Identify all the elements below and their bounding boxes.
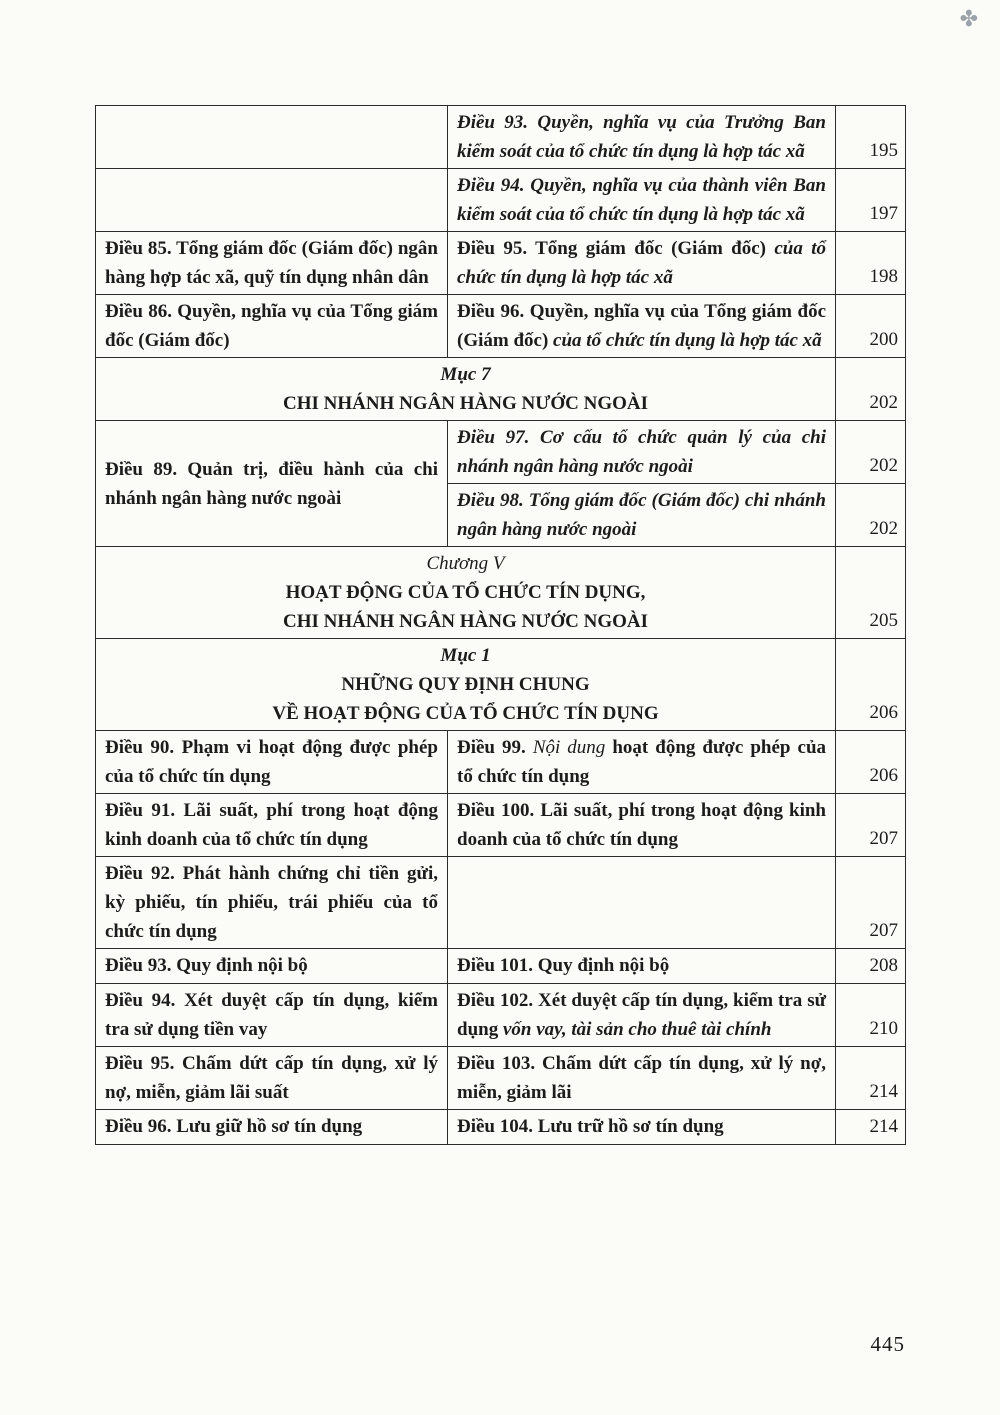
toc-text-segment: của tổ chức tín dụng là hợp tác xã	[457, 238, 827, 288]
toc-entry-cell	[448, 857, 836, 949]
toc-row	[96, 1047, 906, 1110]
toc-section-row	[96, 639, 906, 731]
toc-page-number: 206	[836, 731, 906, 794]
toc-entry-cell	[448, 295, 836, 358]
toc-text-segment: Điều 96. Quyền, nghĩa vụ của Tổng giám đốc (Giám đốc)	[457, 301, 826, 351]
toc-page-number: 214	[836, 1110, 906, 1145]
flower-ornament-icon: ✤	[959, 6, 978, 31]
toc-entry-cell	[96, 232, 448, 295]
toc-text-segment: Điều 100. Lãi suất, phí trong hoạt động kinh doanh của tổ chức tín dụng	[457, 800, 826, 850]
toc-page-number: 197	[836, 169, 906, 232]
toc-row	[96, 421, 906, 484]
toc-entry-cell	[448, 421, 836, 484]
toc-text-segment: Điều 101. Quy định nội bộ	[457, 955, 670, 976]
toc-section-cell	[96, 639, 836, 731]
toc-entry-cell	[448, 949, 836, 984]
toc-text-segment: Điều 98.	[457, 490, 529, 511]
toc-text-segment: Điều 94. Quyền, nghĩa vụ của thành viên Ban kiểm soát của tổ chức tín dụng là hợp tác xã	[457, 175, 826, 225]
toc-section-line: Chương V	[426, 553, 505, 574]
toc-page-number: 202	[836, 358, 906, 421]
toc-page-number: 206	[836, 639, 906, 731]
toc-section-line: HOẠT ĐỘNG CỦA TỔ CHỨC TÍN DỤNG,	[285, 582, 646, 603]
toc-page-number: 195	[836, 106, 906, 169]
toc-text-segment: Điều 94. Xét duyệt cấp tín dụng, kiểm tra sử dụng tiền vay	[105, 990, 438, 1040]
toc-row	[96, 731, 906, 794]
toc-entry-cell	[96, 421, 448, 547]
toc-text-segment: Điều 92. Phát hành chứng chỉ tiền gửi, kỳ phiếu, tín phiếu, trái phiếu của tổ chức tín dụng	[105, 863, 438, 942]
toc-row	[96, 949, 906, 984]
toc-entry-cell	[448, 731, 836, 794]
toc-entry-cell	[448, 1047, 836, 1110]
toc-page-number: 208	[836, 949, 906, 984]
toc-row	[96, 857, 906, 949]
toc-table	[95, 105, 906, 1145]
toc-page-number: 200	[836, 295, 906, 358]
toc-text-segment: Điều 95. Tổng giám đốc (Giám đốc)	[457, 238, 775, 259]
toc-page-number: 198	[836, 232, 906, 295]
toc-row	[96, 794, 906, 857]
toc-text-segment: Điều 99.	[457, 737, 533, 758]
toc-text-segment: Điều 104. Lưu trữ hồ sơ tín dụng	[457, 1116, 724, 1137]
toc-section-line: NHỮNG QUY ĐỊNH CHUNG	[341, 674, 590, 695]
toc-page-number: 202	[836, 421, 906, 484]
toc-text-segment: Điều 93. Quyền, nghĩa vụ của Trưởng Ban kiểm soát của tổ chức tín dụng là hợp tác xã	[457, 112, 826, 162]
toc-section-line: Mục 7	[440, 364, 491, 385]
toc-entry-cell	[96, 106, 448, 169]
toc-page-number: 202	[836, 484, 906, 547]
toc-text-segment: Nội dung	[532, 737, 613, 758]
toc-entry-cell	[96, 1110, 448, 1145]
toc-page-number: 205	[836, 547, 906, 639]
toc-entry-cell	[96, 1047, 448, 1110]
toc-row	[96, 295, 906, 358]
toc-row	[96, 106, 906, 169]
toc-text-segment: Điều 96. Lưu giữ hồ sơ tín dụng	[105, 1116, 363, 1137]
toc-section-line: CHI NHÁNH NGÂN HÀNG NƯỚC NGOÀI	[282, 393, 649, 414]
toc-text-segment: Điều 97.	[457, 427, 541, 448]
toc-page-number: 214	[836, 1047, 906, 1110]
toc-row	[96, 984, 906, 1047]
toc-text-segment: của tổ chức tín dụng là hợp tác xã	[553, 330, 822, 351]
toc-text-segment: Điều 86. Quyền, nghĩa vụ của Tổng giám đốc (Giám đốc)	[105, 301, 438, 351]
toc-entry-cell	[96, 731, 448, 794]
page-number: 445	[870, 1332, 905, 1356]
toc-entry-cell	[448, 984, 836, 1047]
toc-entry-cell	[96, 949, 448, 984]
toc-page-number: 207	[836, 857, 906, 949]
toc-page-number: 207	[836, 794, 906, 857]
toc-entry-cell	[448, 232, 836, 295]
toc-text-segment: Điều 95. Chấm dứt cấp tín dụng, xử lý nợ, miễn, giảm lãi suất	[105, 1053, 438, 1103]
toc-page-number: 210	[836, 984, 906, 1047]
toc-entry-cell	[96, 984, 448, 1047]
toc-text-segment: Điều 85. Tổng giám đốc (Giám đốc) ngân hàng hợp tác xã, quỹ tín dụng nhân dân	[105, 238, 438, 288]
toc-entry-cell	[448, 794, 836, 857]
toc-row	[96, 169, 906, 232]
toc-section-row	[96, 358, 906, 421]
toc-entry-cell	[448, 106, 836, 169]
toc-text-segment: hoạt động được phép của tổ chức tín dụng	[457, 737, 827, 787]
toc-text-segment: Điều 103. Chấm dứt cấp tín dụng, xử lý nợ, miễn, giảm lãi	[457, 1053, 826, 1103]
toc-entry-cell	[96, 295, 448, 358]
toc-entry-cell	[96, 169, 448, 232]
toc-section-line: CHI NHÁNH NGÂN HÀNG NƯỚC NGOÀI	[282, 611, 649, 632]
toc-entry-cell	[448, 484, 836, 547]
toc-section-cell	[96, 547, 836, 639]
toc-text-segment: Điều 89. Quản trị, điều hành của chi nhánh ngân hàng nước ngoài	[105, 458, 438, 509]
toc-text-segment: Điều 93. Quy định nội bộ	[105, 955, 308, 976]
toc-text-segment: Tổng giám đốc (Giám đốc) chi nhánh ngân hàng nước ngoài	[457, 490, 827, 540]
toc-text-segment: Điều 91. Lãi suất, phí trong hoạt động kinh doanh của tổ chức tín dụng	[105, 800, 438, 850]
toc-entry-cell	[448, 169, 836, 232]
toc-entry-cell	[448, 1110, 836, 1145]
toc-row	[96, 1110, 906, 1145]
toc-entry-cell	[96, 857, 448, 949]
toc-section-cell	[96, 358, 836, 421]
toc-entry-cell	[96, 794, 448, 857]
toc-section-row	[96, 547, 906, 639]
toc-text-segment: Điều 90. Phạm vi hoạt động được phép của tổ chức tín dụng	[105, 737, 438, 787]
toc-text-segment: Điều 102. Xét duyệt cấp tín dụng, kiểm tra sử dụng	[457, 990, 826, 1040]
toc-section-line: Mục 1	[440, 645, 491, 666]
toc-text-segment: Cơ cấu tổ chức quản lý của chi nhánh ngân hàng nước ngoài	[457, 427, 827, 477]
toc-table-body	[96, 106, 906, 1145]
toc-row	[96, 232, 906, 295]
toc-text-segment: vốn vay, tài sản cho thuê tài chính	[502, 1019, 772, 1040]
toc-section-line: VỀ HOẠT ĐỘNG CỦA TỔ CHỨC TÍN DỤNG	[272, 703, 659, 724]
